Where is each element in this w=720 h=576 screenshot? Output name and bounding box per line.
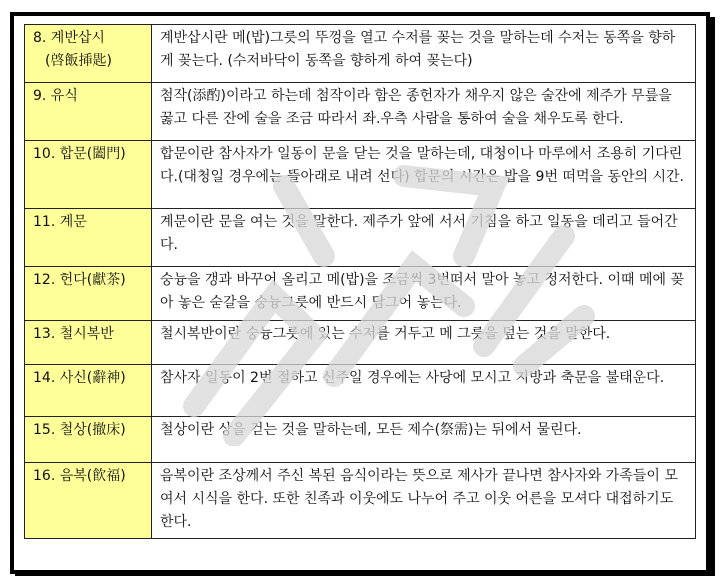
table-row [25, 267, 696, 321]
table-row [25, 321, 696, 365]
step-term: 14. 사신(辭神) [25, 365, 152, 417]
step-term: 15. 철상(撤床) [25, 417, 152, 463]
step-term: 11. 계문 [25, 209, 152, 267]
step-description: 계문이란 문을 여는 것을 말한다. 제주가 앞에 서서 기침을 하고 일동을 데리고 들어간다. [152, 209, 696, 267]
table-row [25, 83, 696, 141]
step-term-hanja: (啓飯揷匙) [45, 53, 112, 69]
document-frame [10, 12, 710, 574]
ritual-steps-table [24, 24, 696, 539]
table-row [25, 141, 696, 209]
table-row [25, 365, 696, 417]
step-description: 참사자 일동이 2번 절하고 신주일 경우에는 사당에 모시고 지방과 축문을 불태운다. [152, 365, 696, 417]
table-row [25, 25, 696, 83]
step-description: 합문이란 참사자가 일동이 문을 닫는 것을 말하는데, 대청이나 마루에서 조용히 기다린다.(대청일 경우에는 뜰아래로 내려 선다) 합문의 시간은 밥을 9번 떠먹을 동안의 시간. [152, 141, 696, 209]
step-term: 10. 합문(闔門) [25, 141, 152, 209]
step-description: 철시복반이란 숭늉그릇에 있는 수저를 거두고 메 그릇을 덮는 것을 말한다. [152, 321, 696, 365]
step-term: 16. 음복(飮福) [25, 463, 152, 539]
step-term: 13. 철시복반 [25, 321, 152, 365]
step-term: 12. 헌다(獻茶) [25, 267, 152, 321]
step-description: 음복이란 조상께서 주신 복된 음식이라는 뜻으로 제사가 끝나면 참사자와 가족들이 모여서 시식을 한다. 또한 친족과 이웃에도 나누어 주고 이웃 어른을 모셔다 대접하기도 한다. [152, 463, 696, 539]
step-description: 숭늉을 갱과 바꾸어 올리고 메(밥)을 조금씩 3번떠서 말아 놓고 정저한다. 이때 메에 꽂아 놓은 숟갈을 숭늉그릇에 반드시 담그어 놓는다. [152, 267, 696, 321]
table-row [25, 209, 696, 267]
table-row [25, 463, 696, 539]
step-term: 9. 유식 [25, 83, 152, 141]
step-term [25, 25, 152, 83]
step-description: 첨작(添酌)이라고 하는데 첨작이라 함은 종헌자가 채우지 않은 술잔에 제주가 무릎을 꿇고 다른 잔에 술을 조금 따라서 좌.우측 사람을 통하여 술을 채우도록 한다. [152, 83, 696, 141]
table-row [25, 417, 696, 463]
step-term-label: 8. 계반삽시 [33, 30, 105, 46]
step-description: 계반삽시란 메(밥)그릇의 뚜껑을 열고 수저를 꽂는 것을 말하는데 수저는 동쪽을 향하게 꽂는다. (수저바닥이 동쪽을 향하게 하여 꽂는다) [152, 25, 696, 83]
step-description: 철상이란 상을 걷는 것을 말하는데, 모든 제수(祭需)는 뒤에서 물린다. [152, 417, 696, 463]
